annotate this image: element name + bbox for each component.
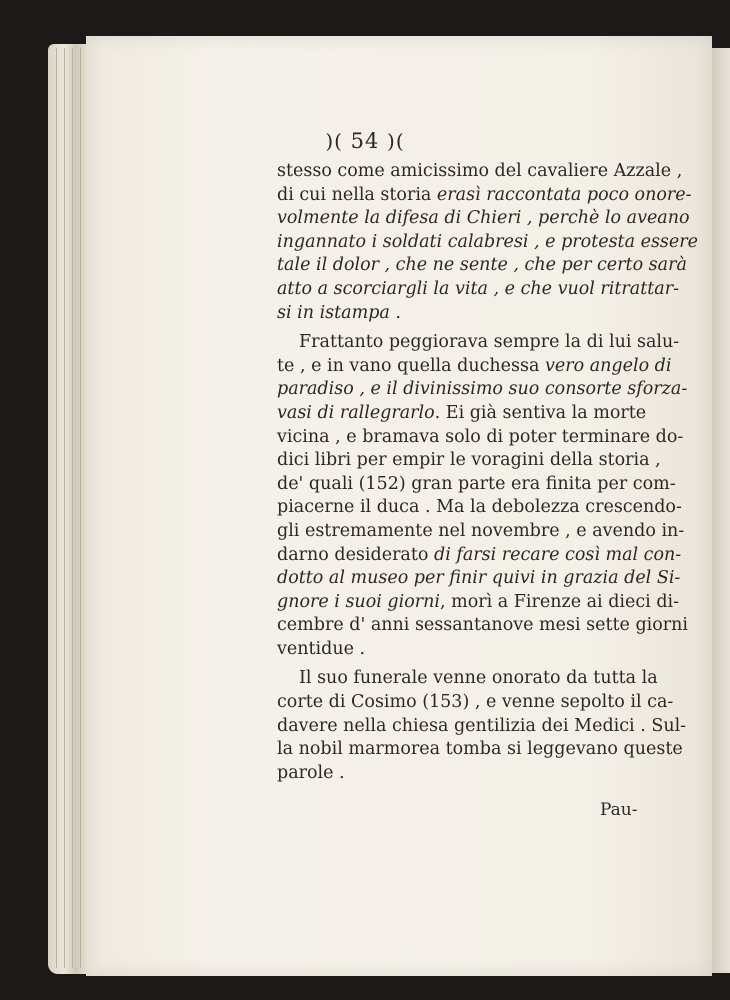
text-line [277, 473, 676, 497]
text-span: gli estremamente nel novembre , e avendo in- [277, 520, 685, 541]
text-span: piacerne il duca . Ma la debolezza crescendo- [277, 497, 682, 518]
ornament-left: )( [325, 129, 343, 153]
italic-span: volmente la difesa di Chieri , perchè lo aveano [277, 208, 690, 229]
text-line [277, 591, 680, 615]
italic-span: erasì raccontata poco onore- [436, 184, 692, 205]
italic-span: di farsi recare così mal con- [434, 544, 682, 565]
italic-span: paradiso , e il divinissimo suo consorte sforza- [277, 379, 688, 400]
text-line [277, 426, 684, 450]
text-span: stesso come amicissimo del cavaliere Azzale , [277, 161, 683, 181]
text-line [277, 520, 685, 544]
text-span: te , e in vano quella duchessa [277, 355, 545, 376]
catchword: Pau- [600, 800, 638, 820]
text-span: davere nella chiesa gentilizia dei Medici . Sul- [277, 715, 687, 736]
page-edge [64, 48, 65, 968]
italic-span: atto a scorciargli la vita , e che vuol ritrattar- [277, 278, 679, 299]
text-line [277, 184, 692, 208]
text-span: . Ei già sentiva la morte [434, 402, 647, 423]
italic-span: gnore i suoi giorni [277, 591, 440, 612]
text-line [277, 402, 647, 426]
text-span: ventidue . [277, 638, 366, 659]
italic-span: tale il dolor , che ne sente , che per certo sarà [277, 255, 687, 276]
italic-span: ingannato i soldati calabresi , e protesta essere [277, 231, 698, 252]
text-span: darno desiderato [277, 544, 434, 565]
italic-span: vero angelo di [545, 355, 672, 376]
italic-span: vasi di rallegrarlo [277, 402, 435, 423]
body-text [277, 160, 698, 785]
text-line [277, 715, 687, 739]
facing-page-edge [710, 48, 730, 973]
text-line [277, 254, 687, 278]
text-line [277, 207, 690, 231]
ornament-right: )( [387, 129, 405, 153]
text-span: Frattanto peggiorava sempre la di lui salu- [299, 332, 680, 353]
page-header [0, 129, 730, 153]
text-line [277, 567, 681, 591]
book-spine-edge [48, 44, 88, 974]
text-span: vicina , e bramava solo di poter terminare do- [277, 426, 684, 447]
text-line [277, 378, 688, 402]
page-edge [56, 48, 57, 968]
text-span: parole . [277, 762, 345, 783]
paragraph-start [277, 331, 680, 355]
text-span: Il suo funerale venne onorato da tutta la [299, 668, 658, 689]
text-line [277, 691, 674, 715]
text-span: di cui nella storia [277, 184, 437, 205]
italic-span: dotto al museo per finir quivi in grazia del Si- [277, 568, 681, 589]
text-line [277, 762, 647, 786]
text-line [277, 302, 647, 326]
page-edge [80, 48, 81, 968]
text-span: cembre d' anni sessantanove mesi sette giorni [277, 615, 689, 636]
text-span: corte di Cosimo (153) , e venne sepolto il ca- [277, 692, 674, 713]
paragraph-start [277, 667, 658, 691]
text-line [277, 355, 672, 379]
italic-span: si in istampa . [277, 302, 401, 323]
text-line [277, 638, 647, 662]
text-line [277, 231, 698, 255]
page-edge [72, 48, 73, 968]
text-span: la nobil marmorea tomba si leggevano queste [277, 739, 683, 760]
text-span: de' quali (152) gran parte era finita per com- [277, 473, 676, 494]
text-line [277, 544, 682, 568]
text-span: , morì a Firenze ai dieci di- [439, 591, 680, 612]
text-line [277, 614, 689, 638]
text-line [277, 738, 683, 762]
text-line [277, 160, 683, 184]
text-span: dici libri per empir le voragini della storia , [277, 450, 661, 471]
text-line [277, 449, 661, 473]
page-number: 54 [350, 129, 380, 153]
text-line [277, 278, 679, 302]
text-line [277, 496, 682, 520]
